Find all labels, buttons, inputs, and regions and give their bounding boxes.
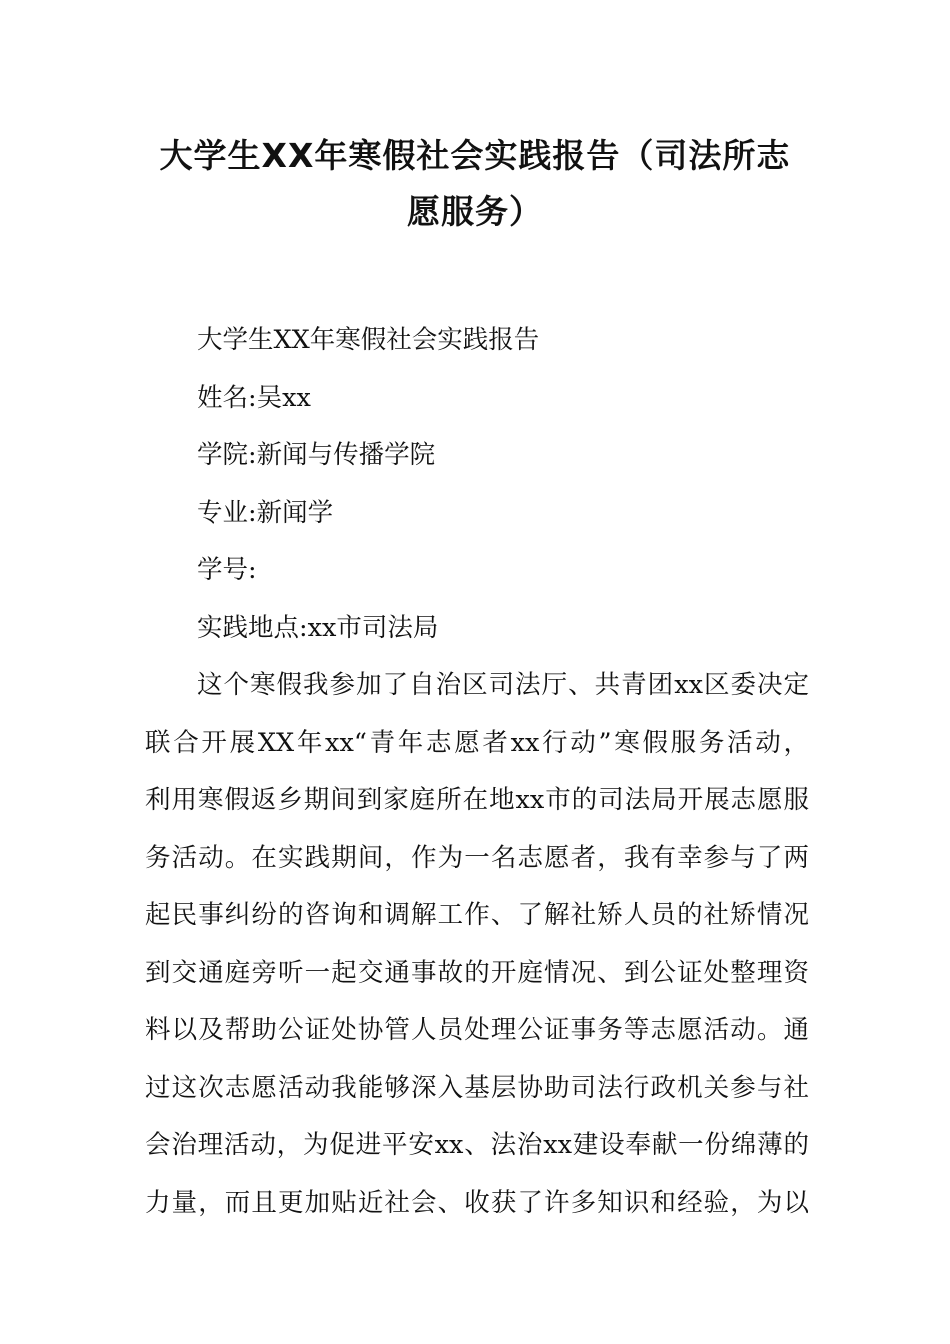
paragraph-line: 这个寒假我参加了自治区司法厅、共青团xx区委决定 xyxy=(197,670,809,700)
paragraph-line: 到交通庭旁听一起交通事故的开庭情况、到公证处整理资 xyxy=(145,957,809,988)
college-field: 学院:新闻与传播学院 xyxy=(197,440,436,470)
paragraph-line: 料以及帮助公证处协管人员处理公证事务等志愿活动。通 xyxy=(145,1015,809,1045)
paragraph-line: 过这次志愿活动我能够深入基层协助司法行政机关参与社 xyxy=(145,1072,809,1103)
document-title xyxy=(140,128,810,240)
paragraph-line: 利用寒假返乡期间到家庭所在地xx市的司法局开展志愿服 xyxy=(145,785,809,815)
student-id-field: 学号: xyxy=(197,555,257,585)
name-field: 姓名:吴xx xyxy=(197,382,311,413)
major-field: 专业:新闻学 xyxy=(197,497,334,528)
report-heading: 大学生XX年寒假社会实践报告 xyxy=(197,325,540,355)
paragraph-line: 务活动。在实践期间，作为一名志愿者，我有幸参与了两 xyxy=(145,842,809,873)
paragraph-line: 会治理活动，为促进平安xx、法治xx建设奉献一份绵薄的 xyxy=(145,1130,809,1160)
document-body xyxy=(145,312,809,1232)
paragraph-line: 力量，而且更加贴近社会、收获了许多知识和经验，为以 xyxy=(145,1187,809,1218)
practice-location-field: 实践地点:xx市司法局 xyxy=(197,612,439,643)
title-line-2: 愿服务） xyxy=(407,192,543,231)
paragraph-line: 联合开展XX年xx“青年志愿者xx行动”寒假服务活动， xyxy=(145,727,809,758)
title-line-1: 大学生XX年寒假社会实践报告（司法所志 xyxy=(159,136,791,175)
paragraph-line: 起民事纠纷的咨询和调解工作、了解社矫人员的社矫情况 xyxy=(145,900,809,930)
